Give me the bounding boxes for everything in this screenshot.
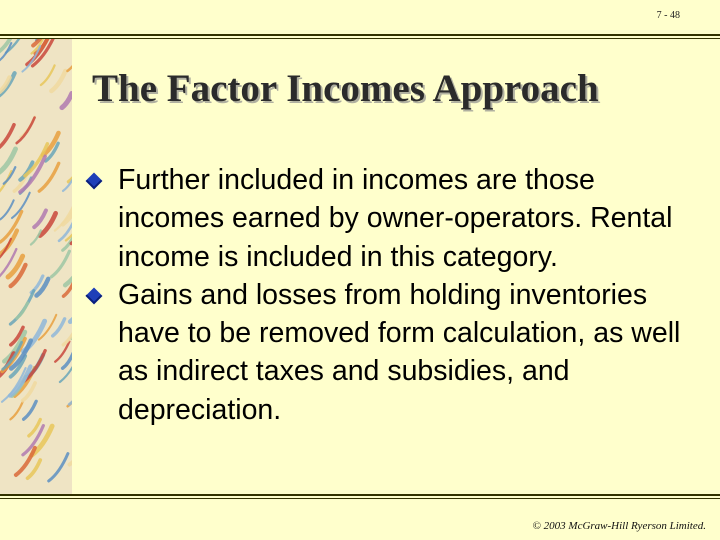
bullet-item-2	[86, 276, 706, 429]
copyright-footer: © 2003 McGraw-Hill Ryerson Limited.	[532, 520, 706, 532]
slide-number: 7 - 48	[656, 10, 680, 21]
top-rule-thin	[0, 38, 720, 39]
bullet-list	[86, 161, 706, 429]
diamond-bullet-icon	[86, 173, 103, 190]
decorative-side-art	[0, 39, 72, 494]
bullet-item-1	[86, 161, 706, 276]
bottom-rule	[0, 494, 720, 496]
bullet-text-2: Gains and losses from holding inventories have to be removed form calculation, as well as indirect taxes and subsidies, and depreciation.	[118, 278, 681, 426]
top-rule	[0, 34, 720, 36]
bottom-rule-thin	[0, 498, 720, 499]
slide-title: The Factor Incomes Approach	[92, 67, 599, 110]
bullet-text-1: Further included in incomes are those incomes earned by owner-operators. Rental income is included in this category.	[118, 164, 673, 273]
diamond-bullet-icon	[86, 287, 103, 304]
